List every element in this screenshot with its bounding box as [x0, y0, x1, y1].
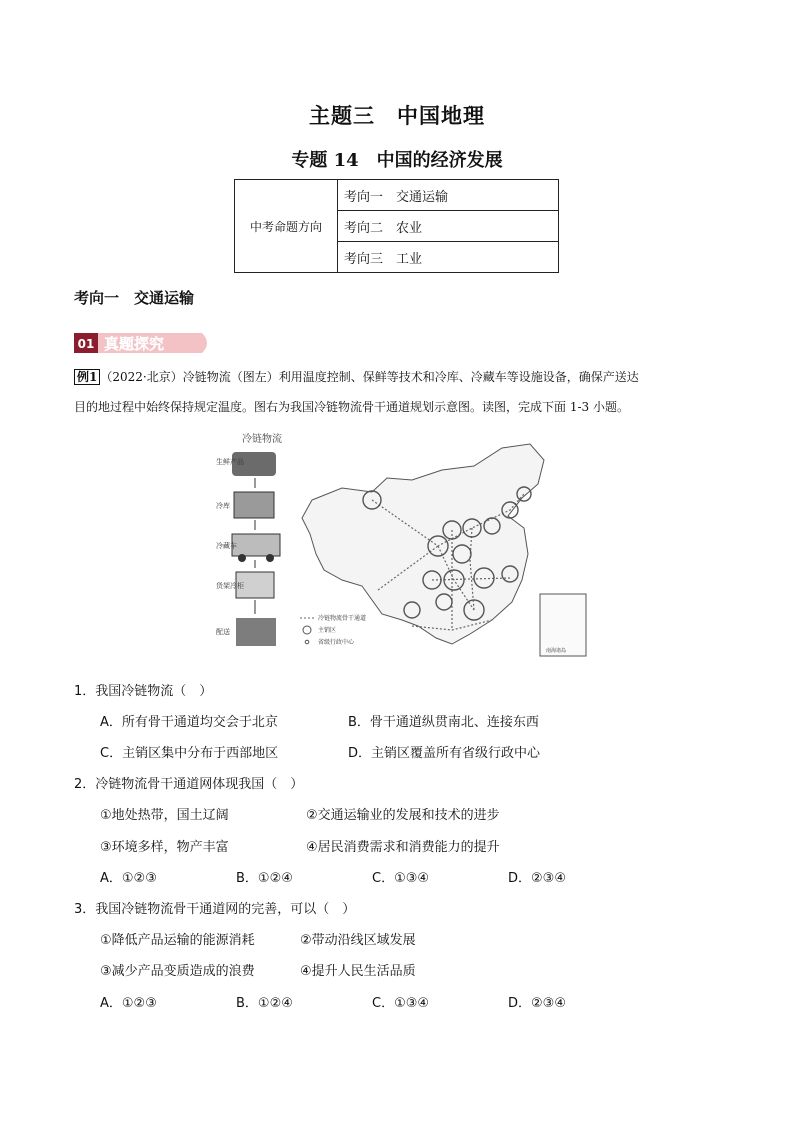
- flow-step-label: 冷库: [216, 502, 230, 510]
- ribbon-number: 01: [77, 337, 95, 351]
- south-sea-inset: [540, 594, 586, 656]
- table-header-cell: 中考命题方向: [235, 180, 338, 273]
- q3-item-3: ③减少产品变质造成的浪费: [100, 964, 255, 979]
- delivery-icon: [236, 618, 276, 646]
- page-subtitle: 专题 14 中国的经济发展: [291, 150, 503, 171]
- inset-label: 南海诸岛: [546, 648, 567, 654]
- q2-item-2: ②交通运输业的发展和技术的进步: [306, 808, 500, 823]
- table-row: 考向三 工业: [338, 242, 559, 273]
- flow-step-label: 配送: [216, 628, 230, 636]
- china-map-outline: [302, 444, 544, 644]
- example-text-line2: 目的地过程中始终保持规定温度。图右为我国冷链物流骨干通道规划示意图。读图，完成下面 1-3 小题。: [74, 400, 629, 414]
- example-text-line1: 例1 （2022·北京）冷链物流（图左）利用温度控制、保鲜等技术和冷库、冷藏车等设施设备，确保产送达: [74, 362, 734, 392]
- cold-storage-icon: [234, 492, 274, 518]
- q1-option-a: A．所有骨干通道均交会于北京: [100, 715, 278, 730]
- q2-option-b: B．①②④: [236, 871, 293, 886]
- legend-corridor: 冷链物流骨干通道: [318, 615, 367, 622]
- example-badge: 例1: [74, 369, 100, 385]
- flow-step-label: 冷藏车: [216, 542, 237, 550]
- legend-provincial-capital: 省级行政中心: [318, 639, 355, 646]
- flow-step-label: 生鲜产品: [216, 458, 244, 466]
- q3-item-1: ①降低产品运输的能源消耗: [100, 933, 255, 948]
- q1-option-b: B．骨干通道纵贯南北、连接东西: [348, 715, 539, 730]
- q2-item-1: ①地处热带，国土辽阔: [100, 808, 229, 823]
- table-row: 考向二 农业: [338, 211, 559, 242]
- q3-option-b: B．①②④: [236, 996, 293, 1011]
- q3-option-c: C．①③④: [372, 996, 430, 1011]
- q3-option-d: D．②③④: [508, 996, 566, 1011]
- q2-item-4: ④居民消费需求和消费能力的提升: [306, 840, 500, 855]
- q3-option-a: A．①②③: [100, 996, 157, 1011]
- q1-option-c: C．主销区集中分布于西部地区: [100, 746, 279, 761]
- q1-option-d: D．主销区覆盖所有省级行政中心: [348, 746, 541, 761]
- flow-step-icons: [232, 452, 280, 646]
- q3-item-2: ②带动沿线区域发展: [300, 933, 416, 948]
- q2-option-c: C．①③④: [372, 871, 430, 886]
- table-row: 考向一 交通运输: [338, 180, 559, 211]
- q2-option-d: D．②③④: [508, 871, 566, 886]
- q3-item-4: ④提升人民生活品质: [300, 964, 416, 979]
- q2-option-a: A．①②③: [100, 871, 157, 886]
- page-title: 主题三 中国地理: [309, 104, 485, 128]
- legend-main-sales: 主销区: [318, 627, 337, 634]
- question-2-stem: 2．冷链物流骨干通道网体现我国（ ）: [74, 777, 304, 792]
- cold-chain-figure: [212, 430, 592, 660]
- section-ribbon: [72, 330, 212, 356]
- exam-direction-table: [234, 179, 559, 273]
- q2-item-3: ③环境多样，物产丰富: [100, 840, 229, 855]
- refrigerated-truck-icon: [232, 534, 280, 556]
- flow-step-label: 货架冷柜: [216, 582, 244, 590]
- question-1-stem: 1．我国冷链物流（ ）: [74, 684, 213, 699]
- question-3-stem: 3．我国冷链物流骨干通道网的完善，可以（ ）: [74, 902, 356, 917]
- flow-title: 冷链物流: [242, 434, 282, 445]
- ribbon-text: 真题探究: [104, 335, 165, 353]
- section-heading: 考向一 交通运输: [74, 289, 195, 307]
